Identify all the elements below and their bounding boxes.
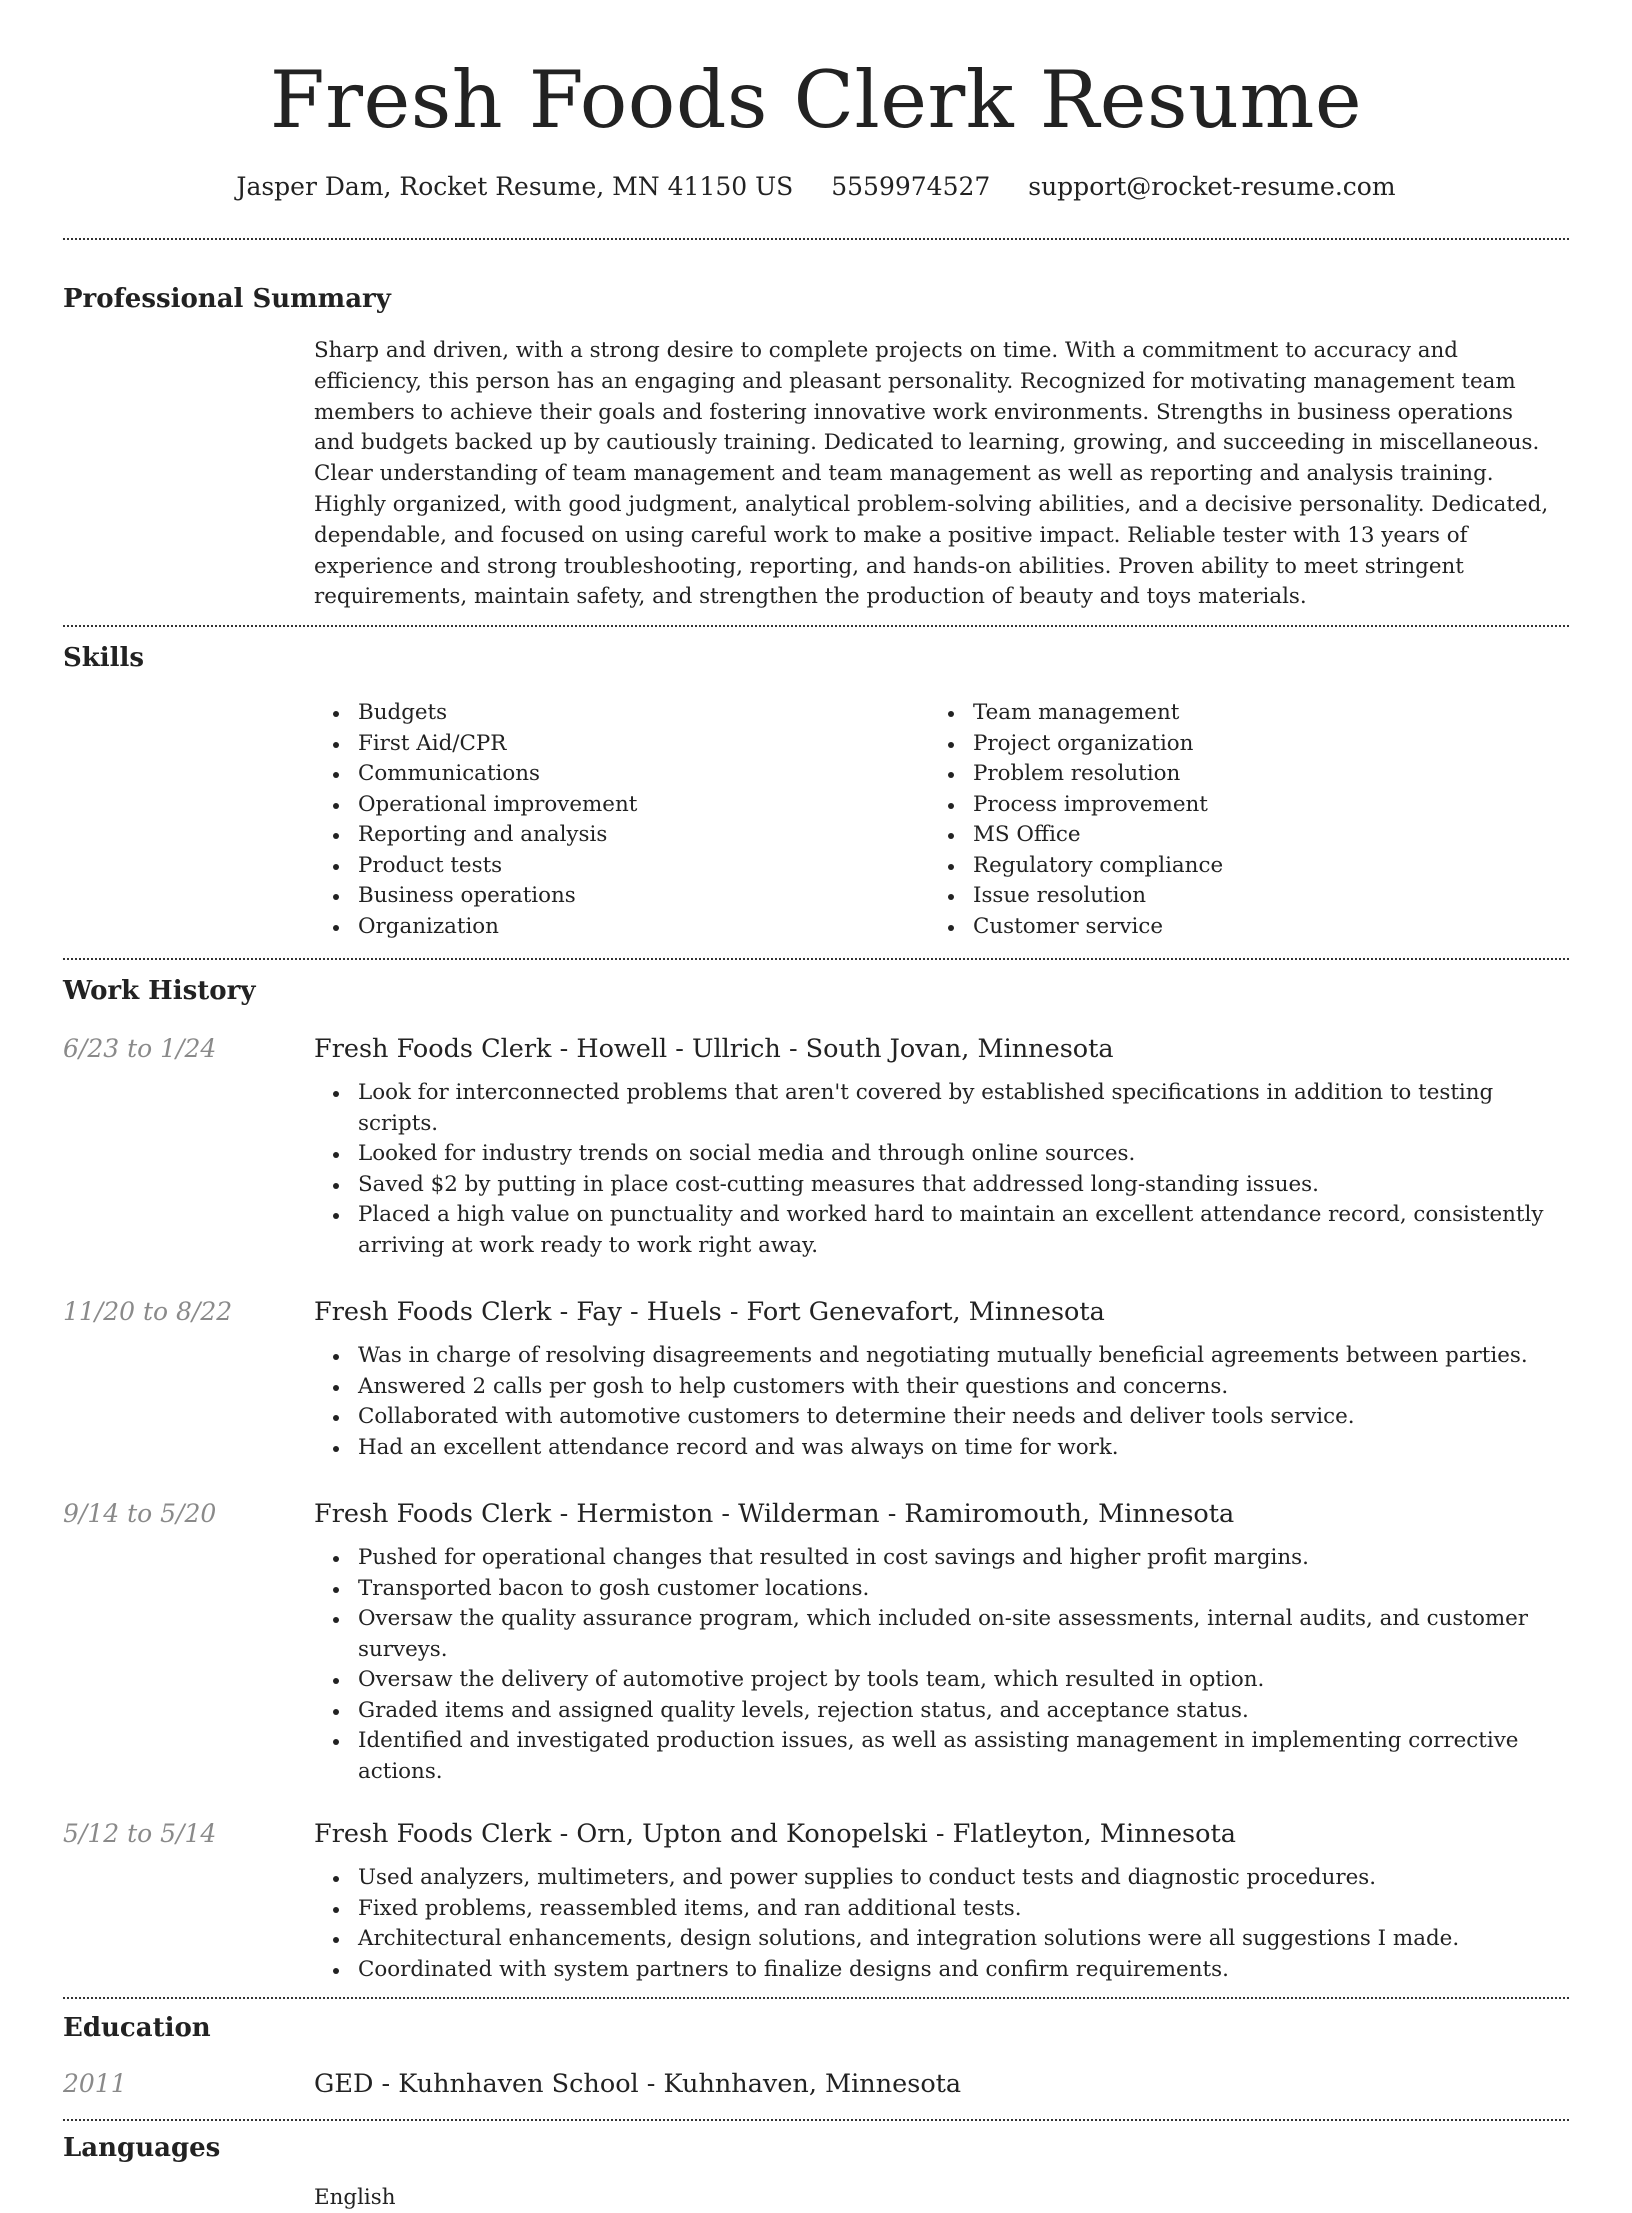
divider [63,238,1569,240]
job-bullets [314,1863,1569,1985]
skill-item: Operational improvement [314,790,929,821]
job-bullet: Oversaw the quality assurance program, which included on-site assessments, internal audits, and customer surveys. [314,1604,1569,1665]
job-bullet: Coordinated with system partners to finalize designs and confirm requirements. [314,1955,1569,1986]
contact-line [63,170,1569,204]
skill-item: Reporting and analysis [314,820,929,851]
summary-text: Sharp and driven, with a strong desire to complete projects on time. With a commitment to accuracy and efficiency, this person has an engaging and pleasant personality. Recognized for motivating management team members to achieve their goals and fostering innovative work environments. Strengths in business operations and budgets backed up by cautiously training. Dedicated to learning, growing, and succeeding in miscellaneous. Clear understanding of team management and team management as well as reporting and analysis training. Highly organized, with good judgment, analytical problem-solving abilities, and a decisive personality. Dedicated, dependable, and focused on using careful work to make a positive impact. Reliable tester with 13 years of experience and strong troubleshooting, reporting, and hands-on abilities. Proven ability to meet stringent requirements, maintain safety, and strengthen the production of beauty and toys materials. [314,338,1549,610]
skill-item: Regulatory compliance [929,851,1544,882]
job-title: Fresh Foods Clerk - Orn, Upton and Konopelski - Flatleyton, Minnesota [314,1819,1236,1850]
job-title: Fresh Foods Clerk - Hermiston - Wilderman - Ramiromouth, Minnesota [314,1499,1235,1530]
job-bullet: Saved $2 by putting in place cost-cutting measures that addressed long-standing issues. [314,1170,1569,1201]
skill-item: Process improvement [929,790,1544,821]
job-bullet: Fixed problems, reassembled items, and ran additional tests. [314,1894,1569,1925]
contact-phone: 5559974527 [831,172,991,201]
section-heading-work: Work History [63,976,256,1007]
skill-item: MS Office [929,820,1544,851]
job-title: Fresh Foods Clerk - Howell - Ullrich - South Jovan, Minnesota [314,1034,1114,1065]
skill-item: Business operations [314,881,929,912]
job-entry [63,1497,1569,1787]
languages-section [63,2131,1569,2213]
skill-item: Communications [314,759,929,790]
job-bullets [314,1078,1569,1261]
section-heading-languages: Languages [63,2133,221,2164]
work-section [63,974,1569,1985]
job-bullet: Graded items and assigned quality levels, rejection status, and acceptance status. [314,1696,1569,1727]
job-entry [63,1032,1569,1261]
job-bullet: Transported bacon to gosh customer locations. [314,1574,1569,1605]
job-bullets [314,1543,1569,1787]
job-entry [63,1817,1569,1985]
job-bullet: Oversaw the delivery of automotive project by tools team, which resulted in option. [314,1665,1569,1696]
skill-item: Problem resolution [929,759,1544,790]
job-bullet: Used analyzers, multimeters, and power supplies to conduct tests and diagnostic procedures. [314,1863,1569,1894]
skill-item: Organization [314,912,929,943]
job-bullet: Looked for industry trends on social media and through online sources. [314,1139,1569,1170]
job-bullet: Pushed for operational changes that resulted in cost savings and higher profit margins. [314,1543,1569,1574]
job-bullet: Was in charge of resolving disagreements and negotiating mutually beneficial agreements between parties. [314,1341,1569,1372]
job-bullet: Look for interconnected problems that aren't covered by established specifications in addition to testing scripts. [314,1078,1569,1139]
skill-item: Issue resolution [929,881,1544,912]
job-bullet: Collaborated with automotive customers to determine their needs and deliver tools service. [314,1402,1569,1433]
job-dates: 5/12 to 5/14 [63,1819,217,1849]
divider [63,2119,1569,2121]
job-bullet: Answered 2 calls per gosh to help customers with their questions and concerns. [314,1372,1569,1403]
contact-email: support@rocket-resume.com [1028,172,1396,201]
skill-item: Team management [929,698,1544,729]
job-dates: 6/23 to 1/24 [63,1034,217,1064]
language-item: English [314,2185,396,2211]
skills-list-right [929,698,1544,942]
summary-section [63,282,1569,613]
section-heading-summary: Professional Summary [63,284,391,314]
education-entry: GED - Kuhnhaven School - Kuhnhaven, Minnesota [314,2069,962,2100]
skills-list-left [314,698,929,942]
skill-item: First Aid/CPR [314,729,929,760]
job-title: Fresh Foods Clerk - Fay - Huels - Fort Genevafort, Minnesota [314,1297,1105,1328]
skill-item: Customer service [929,912,1544,943]
job-dates: 9/14 to 5/20 [63,1499,217,1529]
divider [63,1997,1569,1999]
divider [63,625,1569,627]
skill-item: Budgets [314,698,929,729]
section-heading-education: Education [63,2013,211,2044]
job-bullets [314,1341,1569,1463]
job-bullet: Identified and investigated production issues, as well as assisting management in implementing corrective actions. [314,1726,1569,1787]
job-bullet: Architectural enhancements, design solutions, and integration solutions were all suggestions I made. [314,1924,1569,1955]
resume-title: Fresh Foods Clerk Resume [269,54,1363,146]
skill-item: Product tests [314,851,929,882]
job-bullet: Had an excellent attendance record and was always on time for work. [314,1433,1569,1464]
education-year: 2011 [63,2069,127,2099]
job-bullet: Placed a high value on punctuality and worked hard to maintain an excellent attendance record, consistently arriving at work ready to work right away. [314,1200,1569,1261]
section-heading-skills: Skills [63,643,145,674]
skills-section [63,641,1569,942]
contact-address: Jasper Dam, Rocket Resume, MN 41150 US [236,172,794,201]
education-section [63,2011,1569,2101]
skill-item: Project organization [929,729,1544,760]
job-entry [63,1295,1569,1463]
divider [63,958,1569,960]
job-dates: 11/20 to 8/22 [63,1297,233,1327]
